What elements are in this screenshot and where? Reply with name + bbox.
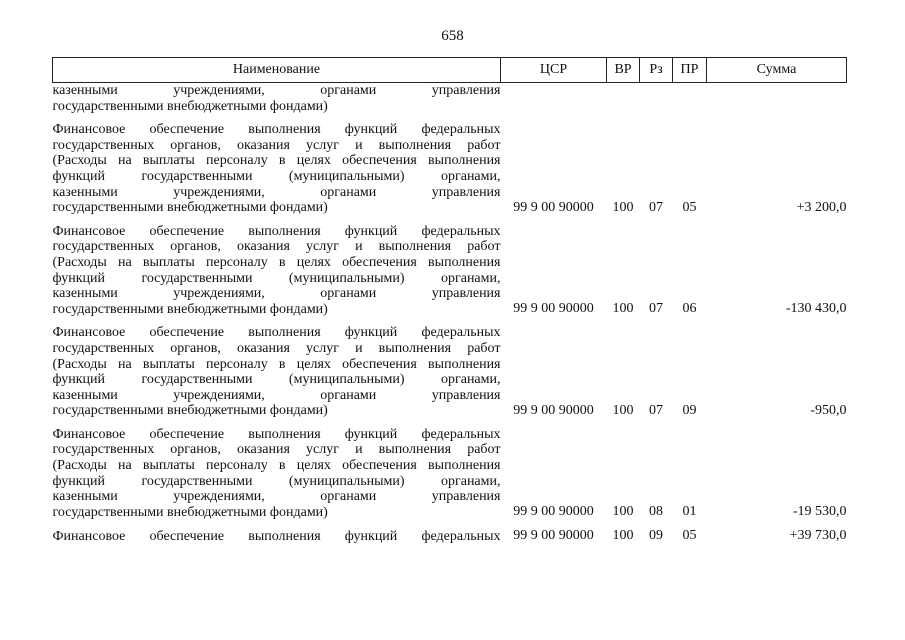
header-pr: ПР xyxy=(673,58,707,83)
header-sum: Сумма xyxy=(707,58,847,83)
name-line: государственными внебюджетными фондами) xyxy=(52,504,328,520)
name-line: государственных органов, оказания услуг и выполнения работ xyxy=(52,442,501,458)
cell-csr: 99 9 00 90000 xyxy=(513,301,594,317)
cell-pr: 05 xyxy=(682,528,697,544)
cell-csr: 99 9 00 90000 xyxy=(513,199,594,215)
row-spacer-cell xyxy=(53,216,847,224)
name-line: государственными внебюджетными фондами) xyxy=(52,403,328,419)
cell-rz: 07 xyxy=(649,402,663,418)
table-row xyxy=(53,122,847,216)
cell-rz: 07 xyxy=(649,301,663,317)
name-line: государственными внебюджетными фондами) xyxy=(52,200,328,216)
cell-csr xyxy=(501,83,607,115)
cell-pr: 01 xyxy=(682,504,697,520)
name-line: казенными учреждениями, органами управления xyxy=(52,387,501,403)
name-line: (Расходы на выплаты персоналу в целях обеспечения выполнения xyxy=(52,254,501,270)
cell-sum: +39 730,0 xyxy=(789,528,847,544)
name-line: казенными учреждениями, органами управления xyxy=(52,286,501,302)
table-row xyxy=(53,224,847,318)
name-line: казенными учреждениями, органами управления xyxy=(52,83,501,98)
header-vr: ВР xyxy=(607,58,640,83)
name-line: казенными учреждениями, органами управления xyxy=(52,184,501,200)
table-row xyxy=(53,528,847,544)
cell-name xyxy=(53,427,501,521)
name-line: Финансовое обеспечение выполнения функций федеральных xyxy=(52,122,501,138)
name-line: Финансовое обеспечение выполнения функций федеральных xyxy=(52,223,501,239)
cell-vr xyxy=(607,83,640,115)
budget-table xyxy=(52,57,847,544)
cell-pr: 05 xyxy=(682,199,697,215)
cell-rz: 08 xyxy=(649,504,663,520)
row-spacer xyxy=(53,419,847,427)
table-body xyxy=(53,83,847,545)
row-spacer xyxy=(53,317,847,325)
name-line: Финансовое обеспечение выполнения функций федеральных xyxy=(52,426,501,442)
cell-pr: 06 xyxy=(682,301,697,317)
header-rz: Рз xyxy=(640,58,673,83)
row-spacer-cell xyxy=(53,317,847,325)
page-number: 658 xyxy=(441,28,464,44)
cell-name xyxy=(53,224,501,318)
cell-rz xyxy=(640,83,673,115)
name-line: (Расходы на выплаты персоналу в целях обеспечения выполнения xyxy=(52,458,501,474)
cell-pr: 09 xyxy=(682,402,697,418)
cell-vr: 100 xyxy=(612,199,634,215)
row-spacer-cell xyxy=(53,114,847,122)
cell-sum: +3 200,0 xyxy=(796,199,847,215)
cell-csr: 99 9 00 90000 xyxy=(513,402,594,418)
cell-name xyxy=(53,122,501,216)
name-line: (Расходы на выплаты персоналу в целях обеспечения выполнения xyxy=(52,153,501,169)
cell-sum: -950,0 xyxy=(810,402,847,418)
table-row xyxy=(53,325,847,419)
cell-name xyxy=(53,83,501,115)
cell-vr: 100 xyxy=(612,504,634,520)
name-line: государственными внебюджетными фондами) xyxy=(52,98,328,114)
cell-vr: 100 xyxy=(612,402,634,418)
name-line: государственных органов, оказания услуг и выполнения работ xyxy=(52,340,501,356)
cell-name xyxy=(53,528,501,544)
name-line: функций государственными (муниципальными) органами, xyxy=(52,372,501,388)
row-spacer-cell xyxy=(53,520,847,528)
cell-csr: 99 9 00 90000 xyxy=(513,504,594,520)
row-spacer xyxy=(53,216,847,224)
cell-rz: 07 xyxy=(649,199,663,215)
cell-sum xyxy=(707,83,847,115)
header-csr: ЦСР xyxy=(501,58,607,83)
header-name: Наименование xyxy=(53,58,501,83)
name-line: казенными учреждениями, органами управления xyxy=(52,489,501,505)
name-line: функций государственными (муниципальными) органами, xyxy=(52,168,501,184)
table-row xyxy=(53,83,847,115)
name-line: государственных органов, оказания услуг и выполнения работ xyxy=(52,137,501,153)
cell-pr xyxy=(673,83,707,115)
cell-sum: -19 530,0 xyxy=(792,504,847,520)
name-line: функций государственными (муниципальными) органами, xyxy=(52,270,501,286)
cell-sum: -130 430,0 xyxy=(785,301,847,317)
cell-vr: 100 xyxy=(612,528,634,544)
name-line: государственных органов, оказания услуг и выполнения работ xyxy=(52,239,501,255)
row-spacer xyxy=(53,114,847,122)
row-spacer-cell xyxy=(53,419,847,427)
cell-vr: 100 xyxy=(612,301,634,317)
table-row xyxy=(53,427,847,521)
cell-name xyxy=(53,325,501,419)
row-spacer xyxy=(53,520,847,528)
cell-csr: 99 9 00 90000 xyxy=(513,528,594,544)
name-line: государственными внебюджетными фондами) xyxy=(52,301,328,317)
name-line: (Расходы на выплаты персоналу в целях обеспечения выполнения xyxy=(52,356,501,372)
cell-rz: 09 xyxy=(649,528,663,544)
table-header-row xyxy=(53,58,847,83)
name-line: Финансовое обеспечение выполнения функций федеральных xyxy=(52,325,501,341)
name-line: Финансовое обеспечение выполнения функций федеральных xyxy=(52,528,501,544)
name-line: функций государственными (муниципальными) органами, xyxy=(52,473,501,489)
